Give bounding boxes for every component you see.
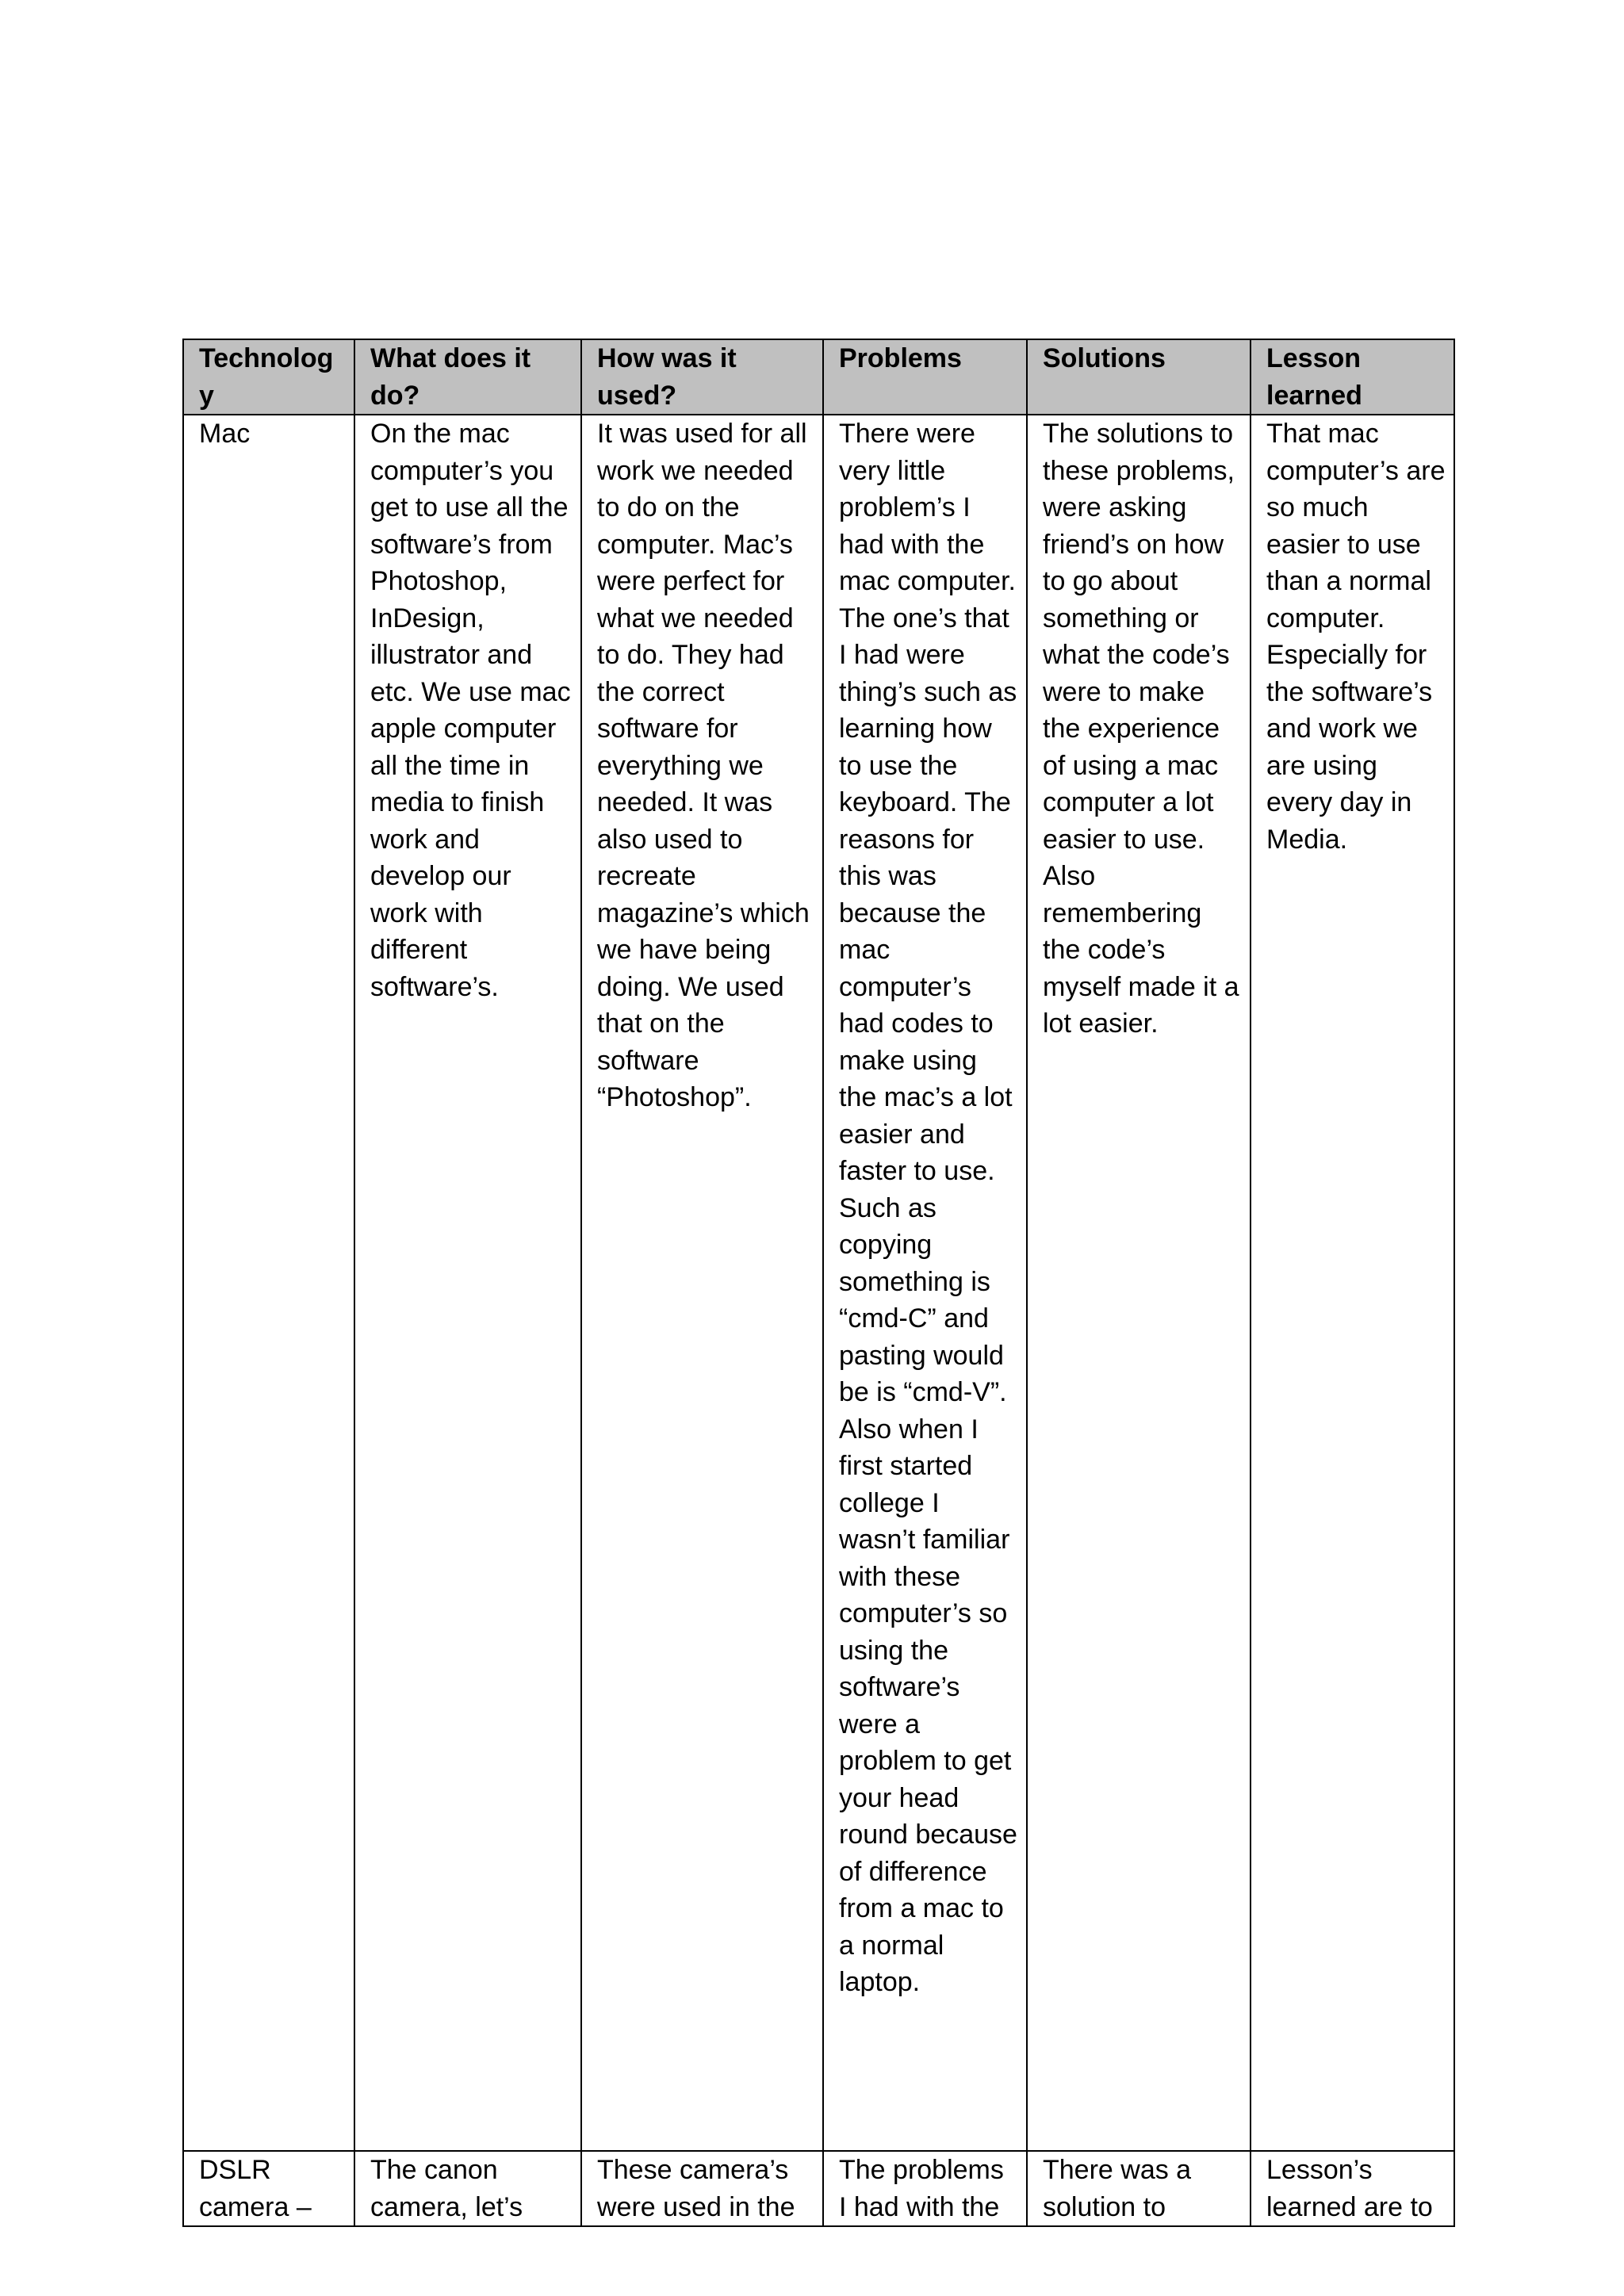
table-row [183,415,1454,2151]
cell-how-was-it-used: It was used for all work we needed to do on the computer. Mac’s were perfect for what we needed to do. They had the correct software for everything we needed. It was also used to recreate magazine’s which we have being doing. We used that on the software “Photoshop”. [581,415,823,2151]
header-what-does-it-do: What does it do? [354,339,581,415]
header-how-was-it-used: How was it used? [581,339,823,415]
cell-what-does-it-do: The canon camera, let’s [354,2151,581,2226]
cell-solutions: The solutions to these problems, were asking friend’s on how to go about something or what the code’s were to make the experience of using a mac computer a lot easier to use. Also remembering the code’s myself made it a lot easier. [1027,415,1251,2151]
header-lesson-learned: Lesson learned [1251,339,1454,415]
cell-how-was-it-used: These camera’s were used in the [581,2151,823,2226]
header-technology: Technolog y [183,339,354,415]
cell-technology: DSLR camera – [183,2151,354,2226]
cell-what-does-it-do: On the mac computer’s you get to use all the software’s from Photoshop, InDesign, illustrator and etc. We use mac apple computer all the time in media to finish work and develop our work with different software’s. [354,415,581,2151]
cell-problems: The problems I had with the [823,2151,1027,2226]
technology-table [182,339,1455,2227]
cell-solutions: There was a solution to [1027,2151,1251,2226]
header-solutions: Solutions [1027,339,1251,415]
table-row [183,2151,1454,2226]
cell-lesson-learned: That mac computer’s are so much easier to use than a normal computer. Especially for the software’s and work we are using every day in Media. [1251,415,1454,2151]
table-header-row [183,339,1454,415]
cell-problems: There were very little problem’s I had with the mac computer. The one’s that I had were thing’s such as learning how to use the keyboard. The reasons for this was because the mac computer’s had codes to make using the mac’s a lot easier and faster to use. Such as copying something is “cmd-C” and pasting would be is “cmd-V”. Also when I first started college I wasn’t familiar with these computer’s so using the software’s were a problem to get your head round because of difference from a mac to a normal laptop. [823,415,1027,2151]
header-problems: Problems [823,339,1027,415]
cell-technology: Mac [183,415,354,2151]
cell-lesson-learned: Lesson’s learned are to [1251,2151,1454,2226]
